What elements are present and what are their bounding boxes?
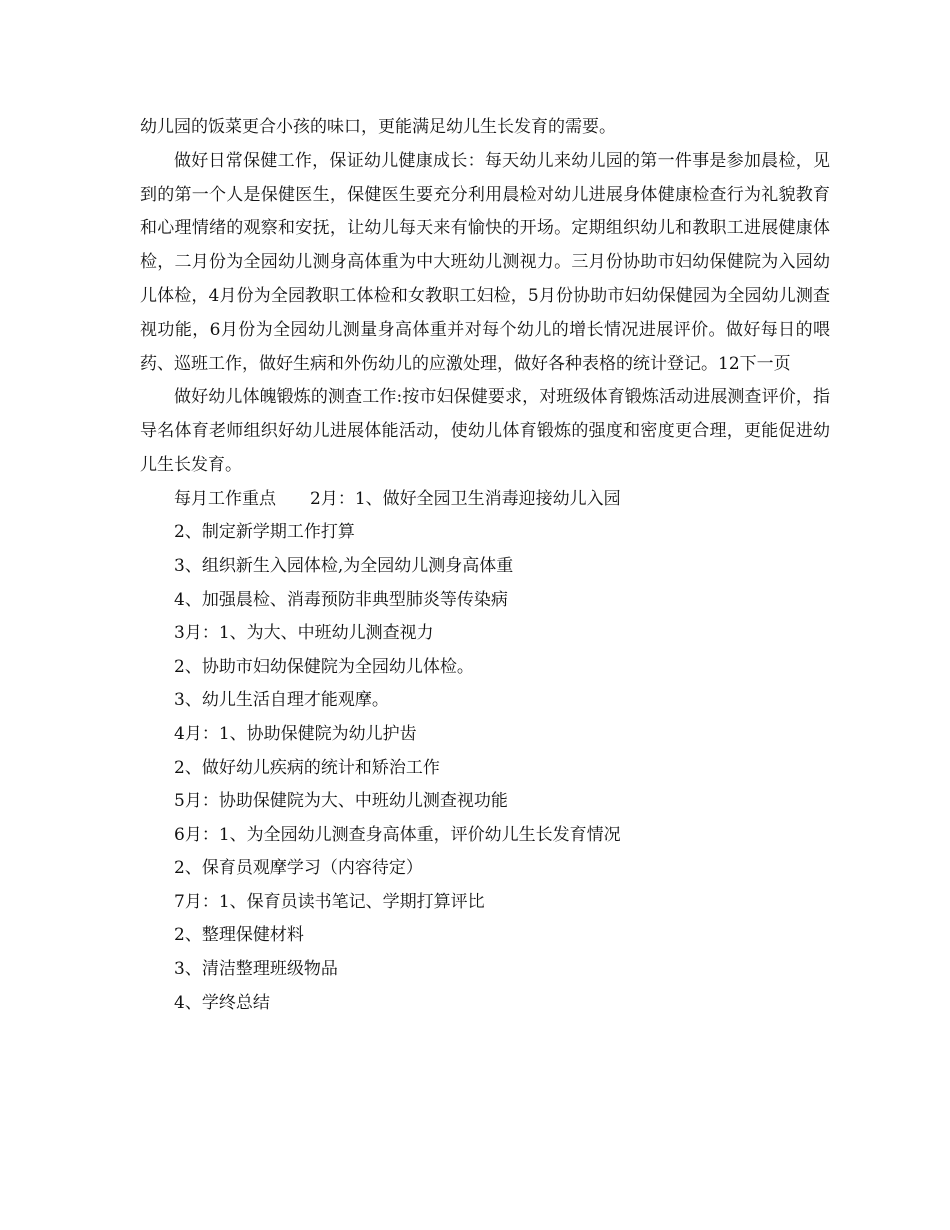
list-item: 2、保育员观摩学习（内容待定） — [174, 858, 423, 879]
list-item: 4、学终总结 — [174, 992, 270, 1013]
paragraph-daily-health-care: 做好日常保健工作，保证幼儿健康成长：每天幼儿来幼儿园的第一件事是参加晨检，见到的第一个人是保健医生，保健医生要充分利用晨检对幼儿进展身体健康检查行为礼貌教育和心理情绪的观察和安抚，让幼儿每天来有愉快的开场。定期组织幼儿和教职工进展健康体检，二月份为全园幼儿测身高体重为中大班幼儿测视力。三月份协助市妇幼保健院为入园幼儿体检，4月份为全园教职工体检和女教职工妇检，5月份协助市妇幼保健园为全园幼儿测查视功能，6月份为全园幼儿测量身高体重并对每个幼儿的增长情况进展评价。做好每日的喂药、巡班工作，做好生病和外伤幼儿的应激处理，做好各种表格的统计登记。12下一页 — [140, 150, 830, 374]
paragraph-physical-exercise: 做好幼儿体魄锻炼的测查工作:按市妇保健要求，对班级体育锻炼活动进展测查评价，指导名体育老师组织好幼儿进展体能活动，使幼儿体育锻炼的强度和密度更合理，更能促进幼儿生长发育。 — [140, 387, 830, 475]
list-item: 3月：1、为大、中班幼儿测查视力 — [174, 623, 434, 644]
list-item: 4、加强晨检、消毒预防非典型肺炎等传染病 — [174, 589, 508, 610]
list-item: 3、清洁整理班级物品 — [174, 959, 338, 980]
list-item: 3、幼儿生活自理才能观摩。 — [174, 690, 389, 711]
list-item: 每月工作重点 2月：1、做好全园卫生消毒迎接幼儿入园 — [174, 488, 621, 509]
document-body — [140, 111, 830, 1020]
list-item: 2、制定新学期工作打算 — [174, 522, 355, 543]
list-item: 5月：协助保健院为大、中班幼儿测查视功能 — [174, 791, 508, 812]
list-item: 7月：1、保育员读书笔记、学期打算评比 — [174, 891, 485, 912]
list-item: 3、组织新生入园体检,为全园幼儿测身高体重 — [174, 555, 514, 576]
paragraph-meals: 幼儿园的饭菜更合小孩的味口，更能满足幼儿生长发育的需要。 — [140, 117, 616, 137]
list-item: 2、做好幼儿疾病的统计和矫治工作 — [174, 757, 440, 778]
monthly-work-list — [140, 483, 830, 1021]
list-item: 2、整理保健材料 — [174, 925, 304, 946]
list-item: 4月：1、协助保健院为幼儿护齿 — [174, 723, 417, 744]
list-item: 2、协助市妇幼保健院为全园幼儿体检。 — [174, 656, 474, 677]
list-item: 6月：1、为全园幼儿测查身高体重，评价幼儿生长发育情况 — [174, 824, 621, 845]
